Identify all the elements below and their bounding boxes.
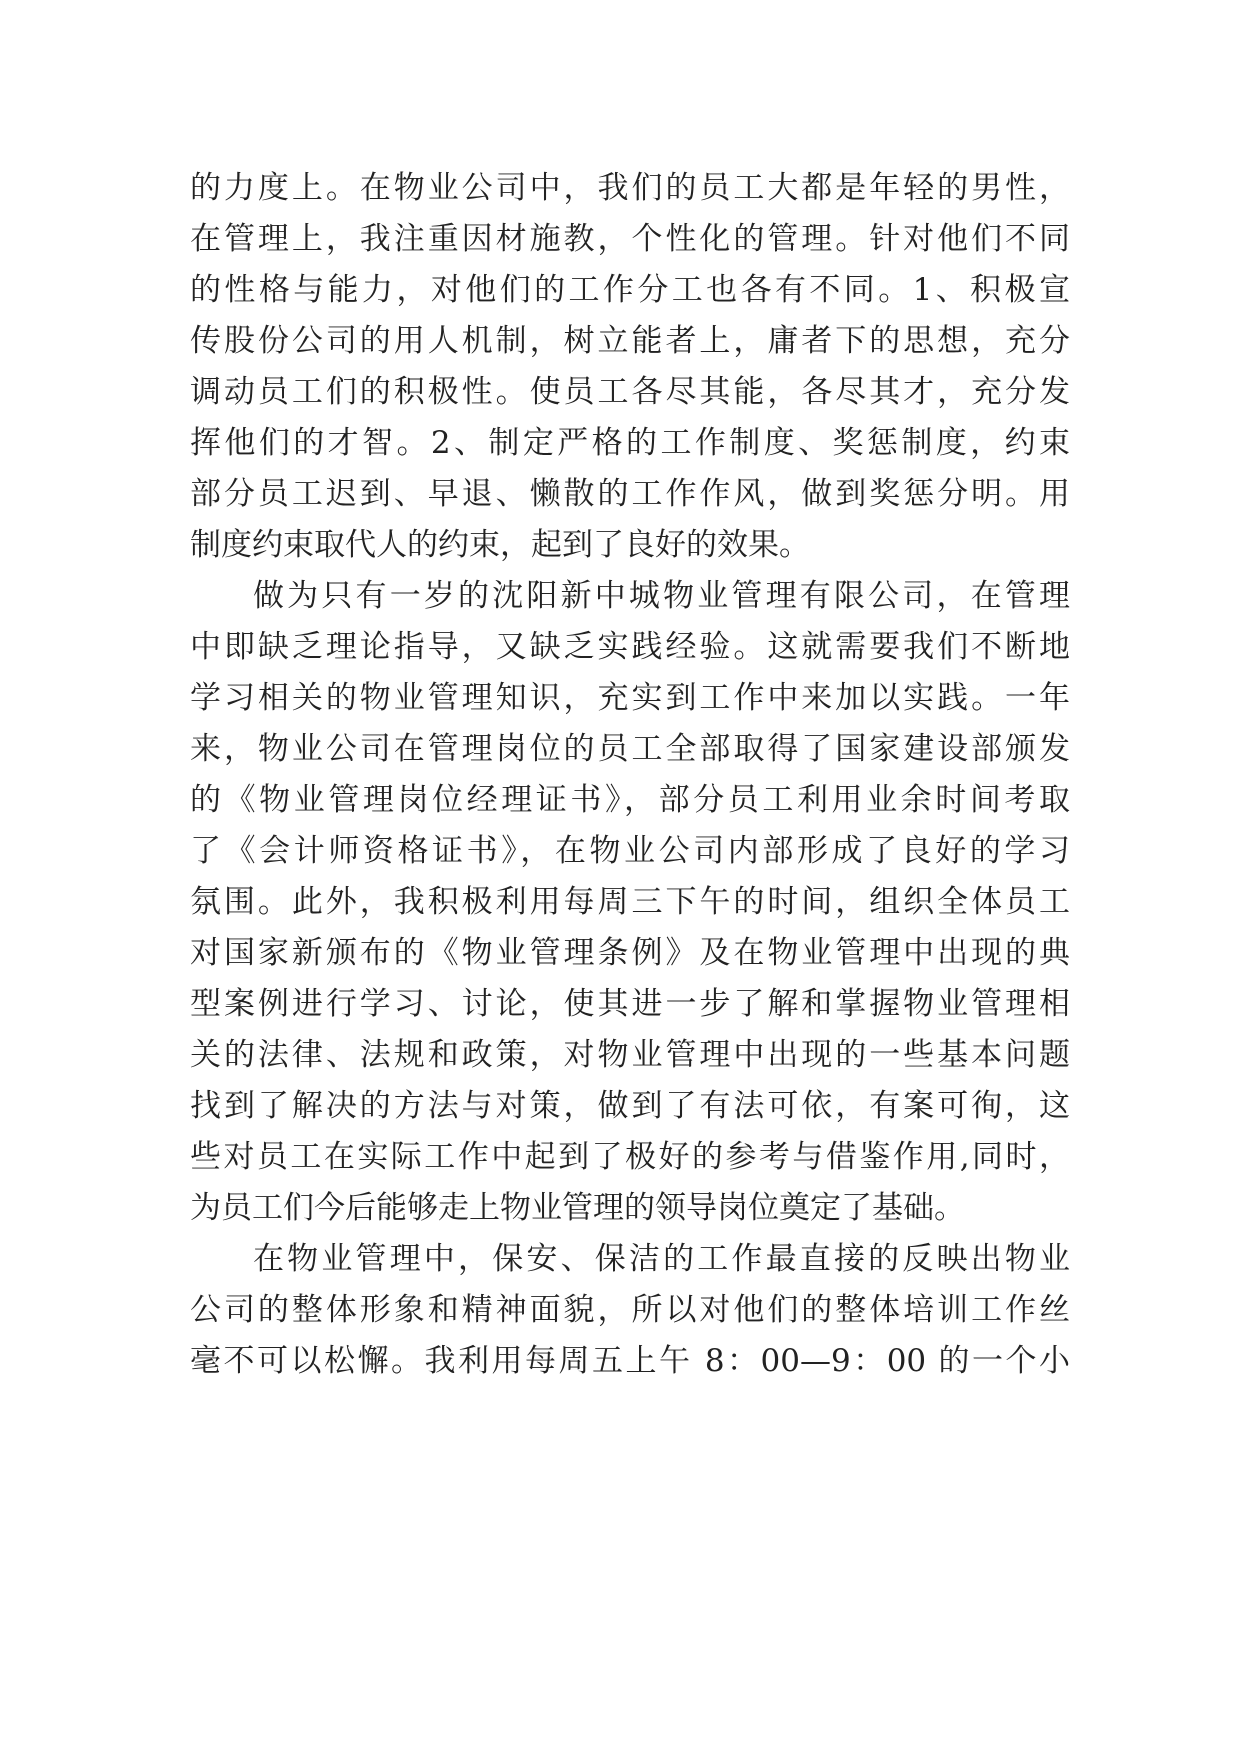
text-line: 来，物业公司在管理岗位的员工全部取得了国家建设部颁发 bbox=[190, 731, 1070, 767]
text-line: 对国家新颁布的《物业管理条例》及在物业管理中出现的典 bbox=[190, 935, 1070, 971]
text-line: 型案例进行学习、讨论，使其进一步了解和掌握物业管理相 bbox=[190, 986, 1070, 1022]
text-line: 部分员工迟到、早退、懒散的工作作风，做到奖惩分明。用 bbox=[190, 476, 1070, 512]
text-line: 的力度上。在物业公司中，我们的员工大都是年轻的男性， bbox=[190, 170, 1070, 206]
text-line: 为员工们今后能够走上物业管理的领导岗位奠定了基础。 bbox=[190, 1190, 965, 1226]
text-line: 氛围。此外，我积极利用每周三下午的时间，组织全体员工 bbox=[190, 884, 1070, 920]
paragraph-first-line: 在物业管理中，保安、保洁的工作最直接的反映出物业 bbox=[253, 1241, 1070, 1277]
text-line: 在管理上，我注重因材施教，个性化的管理。针对他们不同 bbox=[190, 221, 1070, 257]
text-line: 毫不可以松懈。我利用每周五上午 8：00—9：00 的一个小 bbox=[190, 1343, 1070, 1379]
text-line: 挥他们的才智。2、制定严格的工作制度、奖惩制度，约束 bbox=[190, 425, 1070, 461]
paragraph-first-line: 做为只有一岁的沈阳新中城物业管理有限公司，在管理 bbox=[253, 578, 1070, 614]
text-line: 找到了解决的方法与对策，做到了有法可依，有案可徇，这 bbox=[190, 1088, 1070, 1124]
text-line: 了《会计师资格证书》，在物业公司内部形成了良好的学习 bbox=[190, 833, 1070, 869]
text-line: 调动员工们的积极性。使员工各尽其能，各尽其才，充分发 bbox=[190, 374, 1070, 410]
text-line: 关的法律、法规和政策，对物业管理中出现的一些基本问题 bbox=[190, 1037, 1070, 1073]
text-line: 制度约束取代人的约束，起到了良好的效果。 bbox=[190, 527, 810, 563]
text-line: 的性格与能力，对他们的工作分工也各有不同。1、积极宣 bbox=[190, 272, 1070, 308]
text-line: 公司的整体形象和精神面貌，所以对他们的整体培训工作丝 bbox=[190, 1292, 1070, 1328]
text-line: 传股份公司的用人机制，树立能者上，庸者下的思想，充分 bbox=[190, 323, 1070, 359]
text-line: 中即缺乏理论指导，又缺乏实践经验。这就需要我们不断地 bbox=[190, 629, 1070, 665]
text-line: 学习相关的物业管理知识，充实到工作中来加以实践。一年 bbox=[190, 680, 1070, 716]
text-line: 些对员工在实际工作中起到了极好的参考与借鉴作用,同时， bbox=[190, 1139, 1070, 1175]
text-line: 的《物业管理岗位经理证书》，部分员工利用业余时间考取 bbox=[190, 782, 1070, 818]
